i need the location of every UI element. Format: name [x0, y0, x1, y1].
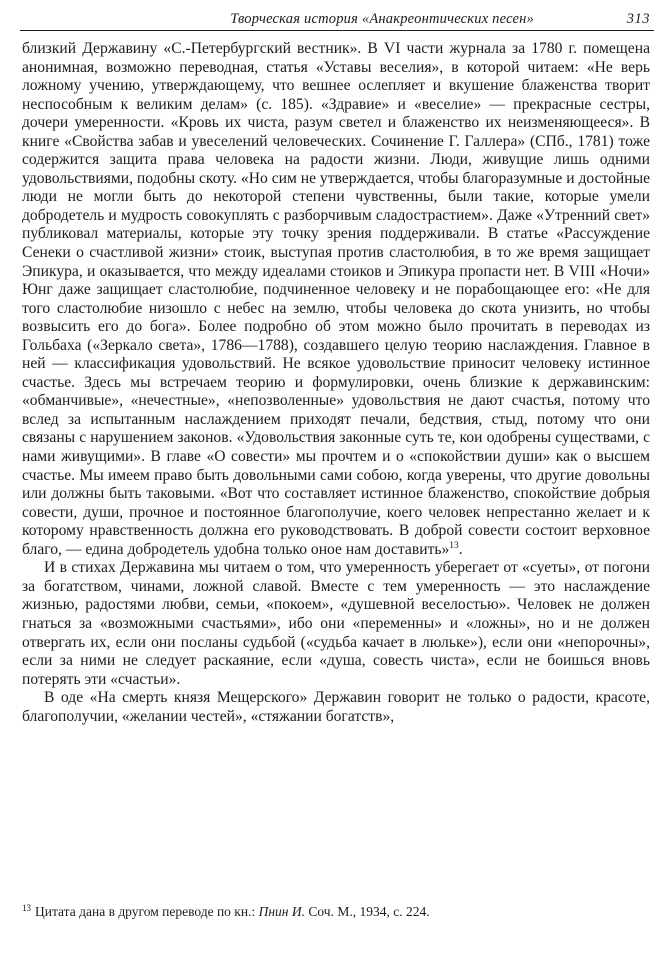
- paragraph: близкий Державину «С.-Петербургский вестник». В VI части журнала за 1780 г. помещена анонимная, возможно переводная, статья «Уставы веселия», в которой читаем: «Не верь ложному учению, утверждающему, что вешнее ослепляет и вкушение блаженства творит неспособным к великим делам» (с. 185). «Здравие» и «веселие» — прекрасные сестры, дочери умеренности. «Кровь их чиста, разум светел и блаженство их неизменяющееся». В книге «Свойства забав и увеселений человеческих. Сочинение Г. Галлера» (СПб., 1781) тоже содержится защита права человека на радости жизни. Люди, живущие лишь одними удовольствиями, подобны скоту. «Но сим не утверждается, чтобы благоразумные и достойные люди не могли быть до некоторой степени чувственны, были такие, которые умели добродетель и мудрость совокуплять с разборчивым сладострастием». Даже «Утренний свет» публиковал материалы, которые эту точку зрения поддерживали. В статье «Рассуждение Сенеки о счастливой жизни» стоик, выступая против сластолюбия, в то же время защищает Эпикура, и оказывается, что между идеалами стоиков и Эпикура пропасти нет. В VIII «Ночи» Юнг даже защищает сластолюбие, подчиненное человеку и не порабощающее его: «Не для того сластолюбие низошло с небес на землю, чтобы человека до скота унизить, но чтобы возвысить его до бога». Более подробно об этом можно было прочитать в переводах из Гольбаха («Зеркало света», 1786—1788), создавшего целую теорию наслаждения. Главное в ней — классификация удовольствий. Не всякое удовольствие приносит человеку истинное счастье. Здесь мы встречаем теорию и формулировки, очень близкие к державинским: «обманчивые», «нечестные», «непозволенные» удовольствия не дают счастья, потому что вслед за испытанным наслаждением приходят печали, бедствия, стыд, потому что они связаны с нарушением законов. «Удовольствия законные суть те, кои одобрены существами, с нами живущими». В главе «О совести» мы прочтем и о «спокойствии души» как о высшем счастье. Мы имеем право быть довольными сами собою, когда уверены, что другие довольны или должны быть таковыми. «Вот что составляет истинное блаженство, спокойствие добрыя совести, души, прочное и постоянное благополучие, коего человек непрестанно желает и к которому нравственность должна его руководствовать. В доброй совести состоит верховное благо, — едина добродетель удобна только оное нам доставить»$^{13}$.: [22, 40, 650, 558]
- paragraph-text: И в стихах Державина мы читаем о том, что умеренность уберегает от «суеты», от погони за богатством, чинами, ложной славой. Вместе с тем умеренность — это наслаждение жизнью, радостями любви, семьи, «покоем», «душевной веселостью». Человек не должен гнаться за «возможными счастьями», ибо они «переменны» и «ложны», но и не должен отвергать их, если они посланы судьбой («судьба качает в люльке»), если они «непорочны», если за ними не следует раскаяние, если «душа, совесть чиста», если не боишься вновь потерять эти «счастьи».: [22, 559, 650, 688]
- footnote-source: Соч. М., 1934, с. 224.: [305, 904, 430, 919]
- footnote-text: Цитата дана в другом переводе по кн.:: [35, 904, 259, 919]
- paragraph: [22, 689, 650, 726]
- paragraph-text: В оде «На смерть князя Мещерского» Державин говорит не только о радости, красоте, благополучии, «желании честей», «стяжании богатств»,: [22, 689, 650, 725]
- running-title: Творческая история «Анакреонтических песен»: [230, 11, 534, 27]
- footnote-author: Пнин И.: [258, 904, 305, 919]
- paragraph: [22, 559, 650, 689]
- footnote-mark: 13: [22, 903, 31, 913]
- footnote-reference: 13: [449, 540, 459, 551]
- paragraph-text: близкий Державину «С.-Петербургский вестник». В VI части журнала за 1780 г. помещена анонимная, возможно переводная, статья «Уставы веселия», в которой читаем: «Не верь ложному учению, утверждающему, что вешнее ослепляет и вкушение блаженства творит неспособным к великим делам» (с. 185). «Здравие» и «веселие» — прекрасные сестры, дочери умеренности. «Кровь их чиста, разум светел и блаженство их неизменяющееся». В книге «Свойства забав и увеселений человеческих. Сочинение Г. Галлера» (СПб., 1781) тоже содержится защита права человека на радости жизни. Люди, живущие лишь одними удовольствиями, подобны скоту. «Но сим не утверждается, чтобы благоразумные и достойные люди не могли быть до некоторой степени чувственны, были такие, которые умели добродетель и мудрость совокуплять с разборчивым сладострастием». Даже «Утренний свет» публиковал материалы, которые эту точку зрения поддерживали. В статье «Рассуждение Сенеки о счастливой жизни» стоик, выступая против сластолюбия, в то же время защищает Эпикура, и оказывается, что между идеалами стоиков и Эпикура пропасти нет. В VIII «Ночи» Юнг даже защищает сластолюбие, подчиненное человеку и не порабощающее его: «Не для того сластолюбие низошло с небес на землю, чтобы человека до скота унизить, но чтобы возвысить его до бога». Более подробно об этом можно было прочитать в переводах из Гольбаха («Зеркало света», 1786—1788), создавшего целую теорию наслаждения. Главное в ней — классификация удовольствий. Не всякое удовольствие приносит человеку истинное счастье. Здесь мы встречаем теорию и формулировки, очень близкие к державинским: «обманчивые», «нечестные», «непозволенные» удовольствия не дают счастья, потому что вслед за испытанным наслаждением приходят печали, бедствия, стыд, потому что они связаны с нарушением законов. «Удовольствия законные суть те, кои одобрены существами, с нами живущими». В главе «О совести» мы прочтем и о «спокойствии души» как о высшем счастье. Мы имеем право быть довольными сами собою, когда уверены, что другие довольны или должны быть таковыми. «Вот что составляет истинное блаженство, спокойствие добрыя совести, души, прочное и постоянное благополучие, коего человек непрестанно желает и к которому нравственность должна его руководствовать. В доброй совести состоит верховное благо, — едина добродетель удобна только оное нам доставить»: [22, 40, 650, 558]
- running-head: [20, 8, 654, 31]
- body-text: [22, 40, 650, 726]
- footnote: [22, 900, 642, 920]
- page-number: 313: [626, 11, 650, 27]
